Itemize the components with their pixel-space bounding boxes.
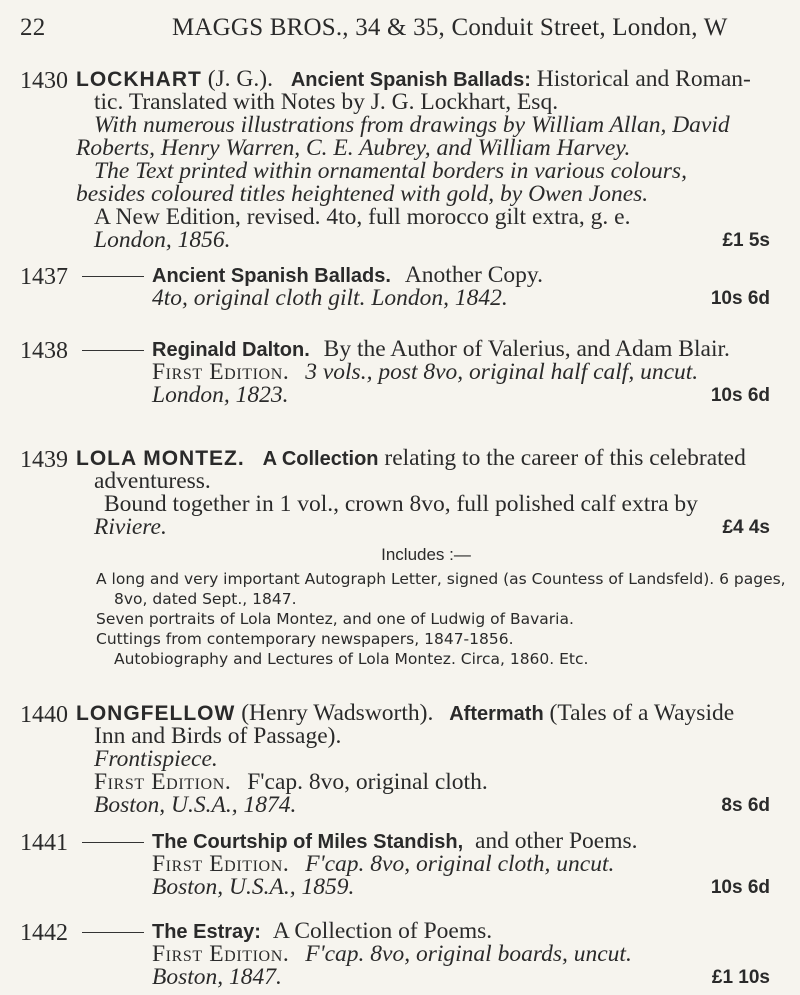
entry-text: Another Copy. xyxy=(404,262,543,288)
entry-price: £4 4s xyxy=(722,517,770,538)
entry-price: 10s 6d xyxy=(710,288,770,309)
lot-number: 1438 xyxy=(20,338,68,364)
entry-text: adventuress. xyxy=(94,468,211,494)
entry-text: 3 vols., post 8vo, original half calf, uncut. xyxy=(305,359,699,385)
ditto-dash xyxy=(82,276,144,277)
entry-author-detail: (J. G.). xyxy=(207,66,273,92)
entry-text: relating to the career of this celebrated xyxy=(384,445,746,471)
ditto-dash xyxy=(82,842,144,843)
entry-title: Aftermath xyxy=(449,703,544,725)
entry-text: By the Author of Valerius, and Adam Blair. xyxy=(323,336,730,362)
lot-number: 1430 xyxy=(20,68,68,94)
entry-text: Frontispiece. xyxy=(94,746,218,772)
entry-price: 10s 6d xyxy=(710,385,770,406)
includes-heading: Includes :— xyxy=(381,545,471,564)
page-number: 22 xyxy=(20,14,46,41)
entry-text: 4to, original cloth gilt. London, 1842. xyxy=(152,285,508,311)
entry-text: F'cap. 8vo, original cloth, uncut. xyxy=(305,851,615,877)
entry-text: Bound together in 1 vol., crown 8vo, full polished calf extra by xyxy=(104,491,698,517)
ditto-dash xyxy=(82,350,144,351)
entry-author: LOLA MONTEZ. xyxy=(76,447,245,470)
entry-text: tic. Translated with Notes by J. G. Lockhart, Esq. xyxy=(94,89,559,115)
entry-imprint: Boston, U.S.A., 1859. xyxy=(152,874,355,900)
entry-text: F'cap. 8vo, original boards, uncut. xyxy=(305,941,632,967)
entry-price: £1 5s xyxy=(722,230,770,251)
note-line: Seven portraits of Lola Montez, and one of Ludwig of Bavaria. xyxy=(96,610,574,628)
entry-text: The Text printed within ornamental borders in various colours, xyxy=(94,158,687,184)
note-line: Autobiography and Lectures of Lola Montez. Circa, 1860. Etc. xyxy=(114,650,589,668)
entry-text: With numerous illustrations from drawings by William Allan, David xyxy=(94,112,730,138)
entry-price: £1 10s xyxy=(711,967,770,988)
entry-text: A Collection of Poems. xyxy=(272,918,493,944)
note-line: A long and very important Autograph Letter, signed (as Countess of Landsfeld). 6 pages, xyxy=(96,570,786,588)
entry-title: Ancient Spanish Ballads: xyxy=(290,69,531,91)
entry-text: Inn and Birds of Passage). xyxy=(94,723,342,749)
entry-title: The Courtship of Miles Standish, xyxy=(152,831,464,853)
entry-edition: First Edition. xyxy=(94,769,232,795)
entry-imprint: London, 1856. xyxy=(94,227,231,253)
entry-imprint: London, 1823. xyxy=(152,382,289,408)
note-line: 8vo, dated Sept., 1847. xyxy=(114,590,297,608)
entry-price: 8s 6d xyxy=(721,795,770,816)
ditto-dash xyxy=(82,932,144,933)
entry-notes xyxy=(96,569,786,669)
lot-number: 1439 xyxy=(20,447,68,473)
entry-imprint: Boston, 1847. xyxy=(152,964,282,990)
entry-title: A Collection xyxy=(262,448,379,470)
lot-number: 1440 xyxy=(20,702,68,728)
entry-text: Historical and Roman- xyxy=(536,66,751,92)
entry-text: besides coloured titles heightened with gold, by Owen Jones. xyxy=(76,181,649,207)
entry-title: Ancient Spanish Ballads. xyxy=(152,265,391,287)
entry-edition: First Edition. xyxy=(152,851,290,877)
entry-text: F'cap. 8vo, original cloth. xyxy=(247,769,488,795)
entry-text: (Tales of a Wayside xyxy=(549,700,735,726)
note-line: Cuttings from contemporary newspapers, 1847-1856. xyxy=(96,630,514,648)
entry-imprint: Boston, U.S.A., 1874. xyxy=(94,792,297,818)
entry-text: and other Poems. xyxy=(475,828,638,854)
entry-text: Roberts, Henry Warren, C. E. Aubrey, and William Harvey. xyxy=(76,135,631,161)
publisher-header: MAGGS BROS., 34 & 35, Conduit Street, London, W xyxy=(172,14,728,41)
entry-price: 10s 6d xyxy=(710,877,770,898)
lot-number: 1437 xyxy=(20,264,68,290)
entry-title: Reginald Dalton. xyxy=(152,339,310,361)
entry-author: LOCKHART xyxy=(76,68,202,91)
entry-imprint: Riviere. xyxy=(94,514,167,540)
entry-author-detail: (Henry Wadsworth). xyxy=(241,700,434,726)
entry-author: LONGFELLOW xyxy=(76,702,236,725)
lot-number: 1441 xyxy=(20,830,68,856)
entry-edition: First Edition. xyxy=(152,359,290,385)
entry-title: The Estray: xyxy=(152,921,261,943)
lot-number: 1442 xyxy=(20,920,68,946)
entry-edition: First Edition. xyxy=(152,941,290,967)
entry-text: A New Edition, revised. 4to, full morocco gilt extra, g. e. xyxy=(94,204,631,230)
